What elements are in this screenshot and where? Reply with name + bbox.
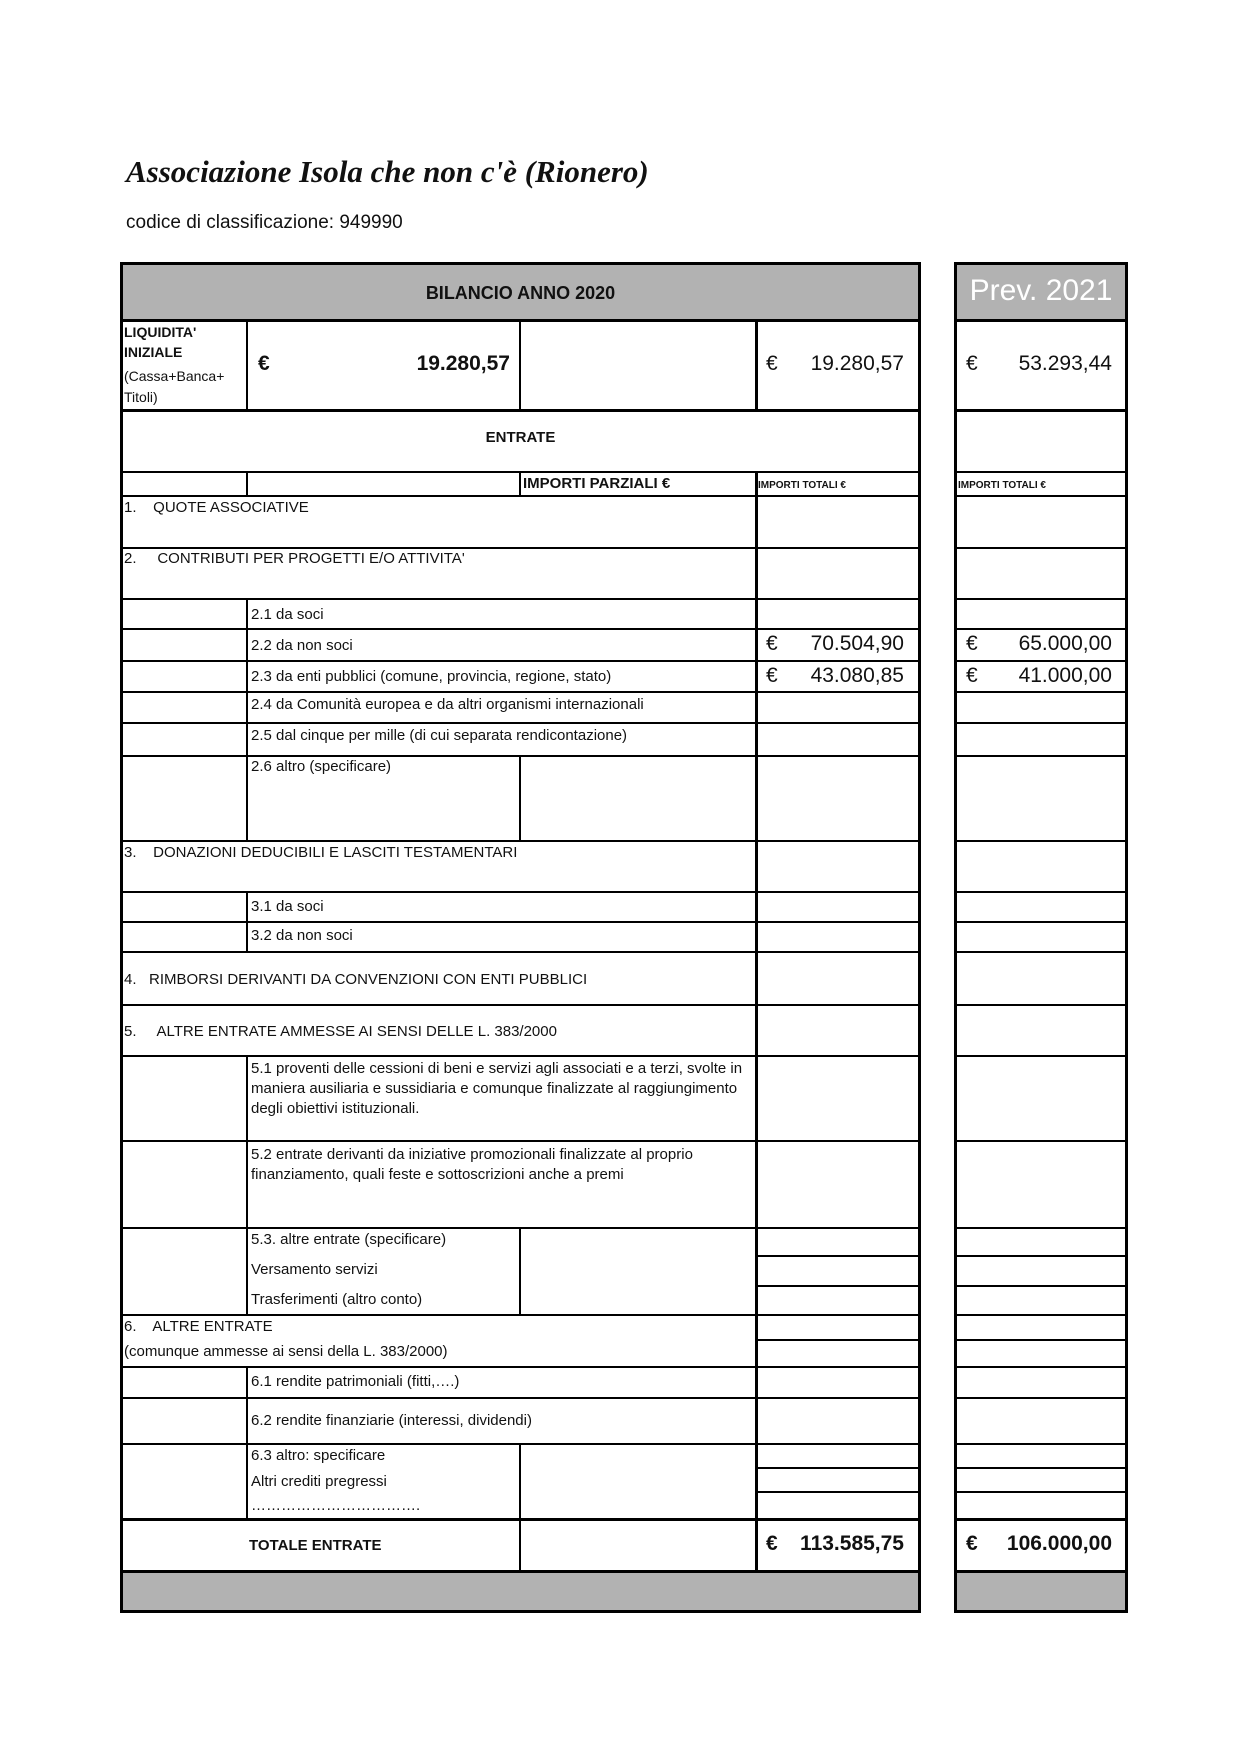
initial-label-line3: (Cassa+Banca+ bbox=[124, 368, 225, 384]
forecast-title: Prev. 2021 bbox=[969, 274, 1113, 307]
row-2-2-forecast bbox=[966, 632, 1112, 656]
row-2-2-forecast-amount: 65.000,00 bbox=[1018, 632, 1112, 655]
row-2-2-total-amount: 70.504,90 bbox=[810, 632, 904, 655]
section-6: 6. ALTRE ENTRATE bbox=[124, 1318, 273, 1335]
entrate-heading: ENTRATE bbox=[485, 429, 556, 446]
row-2-3-total bbox=[766, 664, 904, 688]
total-label: TOTALE ENTRATE bbox=[249, 1537, 382, 1554]
currency-symbol: € bbox=[766, 664, 778, 687]
col-total-header: IMPORTI TOTALI € bbox=[758, 480, 846, 491]
currency-symbol: € bbox=[966, 632, 978, 655]
row-2-3-forecast-amount: 41.000,00 bbox=[1018, 664, 1112, 687]
row-6-1: 6.1 rendite patrimoniali (fitti,….) bbox=[251, 1373, 460, 1390]
forecast-col-total-header: IMPORTI TOTALI € bbox=[958, 480, 1046, 491]
forecast-footer-band bbox=[956, 1572, 1126, 1612]
initial-label-line1: LIQUIDITA' bbox=[124, 324, 197, 340]
document-title: Associazione Isola che non c'è (Rionero) bbox=[126, 154, 649, 189]
row-6-3-label: 6.3 altro: specificare bbox=[251, 1447, 386, 1464]
initial-label-line4: Titoli) bbox=[124, 389, 158, 405]
row-5-2: 5.2 entrate derivanti da iniziative promozionali finalizzate al proprio finanziamento, quali feste e sottoscrizioni anche a premi bbox=[251, 1146, 693, 1183]
total-forecast-amount: 106.000,00 bbox=[1006, 1532, 1112, 1555]
row-6-3-item-2: ……………………………. bbox=[251, 1497, 421, 1514]
row-2-3: 2.3 da enti pubblici (comune, provincia, regione, stato) bbox=[251, 668, 612, 685]
initial-value bbox=[258, 352, 510, 376]
row-2-4: 2.4 da Comunità europea e da altri organismi internazionali bbox=[251, 696, 644, 713]
currency-symbol: € bbox=[766, 632, 778, 655]
total-forecast bbox=[966, 1532, 1112, 1556]
row-2-2-total bbox=[766, 632, 904, 656]
row-2-5: 2.5 dal cinque per mille (di cui separata rendicontazione) bbox=[251, 727, 628, 744]
row-5-3-label: 5.3. altre entrate (specificare) bbox=[251, 1231, 447, 1248]
main-footer-band bbox=[122, 1572, 919, 1612]
row-2-2: 2.2 da non soci bbox=[251, 637, 353, 654]
currency-symbol: € bbox=[258, 352, 270, 375]
row-3-1: 3.1 da soci bbox=[251, 898, 324, 915]
initial-forecast-amount: 53.293,44 bbox=[1018, 352, 1112, 375]
row-2-6: 2.6 altro (specificare) bbox=[251, 758, 392, 775]
initial-forecast bbox=[966, 352, 1112, 376]
row-5-3-item-2: Trasferimenti (altro conto) bbox=[251, 1291, 423, 1308]
col-partial-header: IMPORTI PARZIALI € bbox=[523, 475, 671, 492]
section-6-note: (comunque ammesse ai sensi della L. 383/2000) bbox=[124, 1343, 448, 1360]
classification-code: codice di classificazione: 949990 bbox=[126, 212, 403, 233]
currency-symbol: € bbox=[766, 352, 778, 375]
total-value-amount: 113.585,75 bbox=[800, 1532, 904, 1555]
initial-label-line2: INIZIALE bbox=[124, 344, 183, 360]
initial-total bbox=[766, 352, 904, 376]
total-value bbox=[766, 1532, 904, 1556]
currency-symbol: € bbox=[966, 352, 978, 375]
section-1: 1. QUOTE ASSOCIATIVE bbox=[124, 499, 309, 516]
row-5-1: 5.1 proventi delle cessioni di beni e servizi agli associati e a terzi, svolte in maniera ausiliaria e sussidiaria e comunque finalizzate al raggiungimento degli obiettivi istituzionali. bbox=[251, 1060, 743, 1117]
row-5-3-item-1: Versamento servizi bbox=[251, 1261, 378, 1278]
row-3-2: 3.2 da non soci bbox=[251, 927, 353, 944]
currency-symbol: € bbox=[966, 1532, 978, 1555]
section-4: 4. RIMBORSI DERIVANTI DA CONVENZIONI CON ENTI PUBBLICI bbox=[124, 971, 588, 988]
row-6-3-item-1: Altri crediti pregressi bbox=[251, 1473, 387, 1490]
section-5: 5. ALTRE ENTRATE AMMESSE AI SENSI DELLE L. 383/2000 bbox=[124, 1023, 557, 1040]
section-3: 3. DONAZIONI DEDUCIBILI E LASCITI TESTAMENTARI bbox=[124, 844, 518, 861]
initial-total-amount: 19.280,57 bbox=[810, 352, 904, 375]
row-2-3-forecast bbox=[966, 664, 1112, 688]
section-2: 2. CONTRIBUTI PER PROGETTI E/O ATTIVITA' bbox=[124, 550, 465, 567]
initial-value-amount: 19.280,57 bbox=[416, 352, 510, 375]
row-2-3-total-amount: 43.080,85 bbox=[810, 664, 904, 687]
currency-symbol: € bbox=[966, 664, 978, 687]
currency-symbol: € bbox=[766, 1532, 778, 1555]
row-2-1: 2.1 da soci bbox=[251, 606, 324, 623]
row-6-2: 6.2 rendite finanziarie (interessi, dividendi) bbox=[251, 1412, 532, 1429]
table-title: BILANCIO ANNO 2020 bbox=[425, 283, 616, 303]
